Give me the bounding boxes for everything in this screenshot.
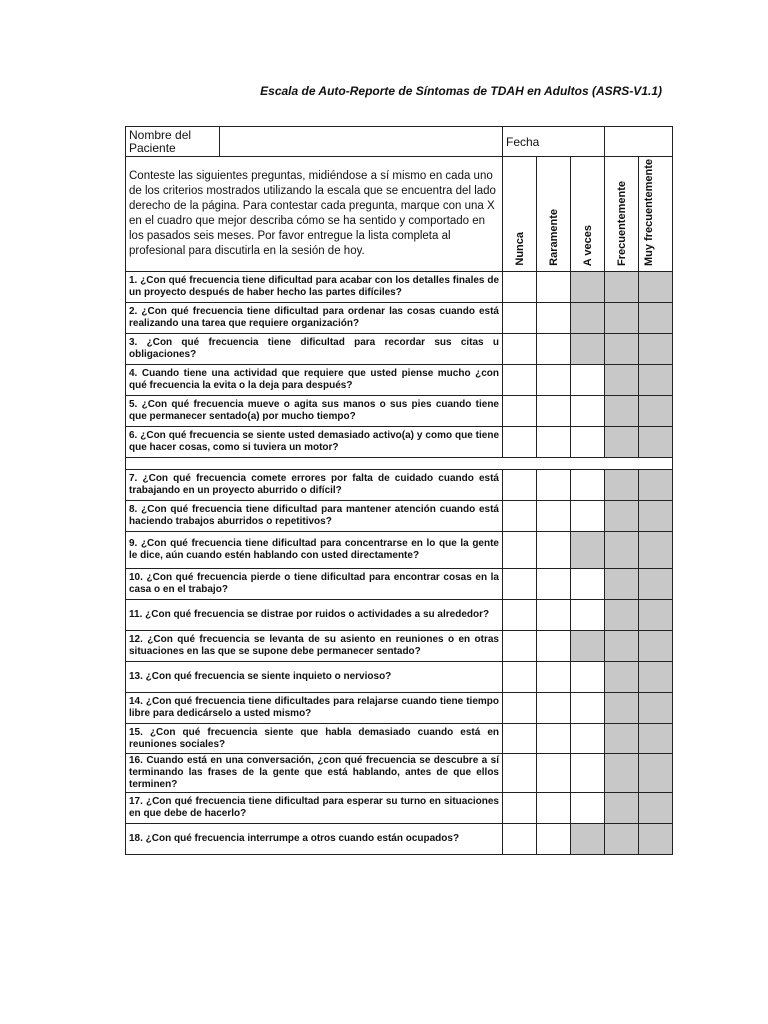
answer-cell[interactable]	[503, 272, 537, 303]
answer-cell[interactable]	[503, 693, 537, 724]
question-row	[126, 824, 673, 855]
answer-cell[interactable]	[639, 334, 673, 365]
answer-cell[interactable]	[605, 662, 639, 693]
patient-name-label: Nombre del Paciente	[126, 127, 220, 157]
answer-cell[interactable]	[571, 427, 605, 458]
answer-cell[interactable]	[503, 569, 537, 600]
question-row	[126, 272, 673, 303]
answer-cell[interactable]	[571, 272, 605, 303]
patient-name-field[interactable]	[220, 127, 503, 157]
answer-cell[interactable]	[537, 600, 571, 631]
instructions-text: Conteste las siguientes preguntas, midiéndose a sí mismo en cada uno de los criterios mostrados utilizando la escala que se encuentra del lado derecho de la página. Para contestar cada pregunta, marque con una X en el cuadro que mejor describa cómo se ha sentido y comportado en los pasados seis meses. Por favor entregue la lista completa al profesional para discutirla en la sesión de hoy.	[126, 157, 503, 272]
answer-cell[interactable]	[639, 824, 673, 855]
asrs-questionnaire-table	[125, 126, 673, 855]
question-text: 11. ¿Con qué frecuencia se distrae por ruidos o actividades a su alrededor?	[126, 600, 503, 631]
column-header-muy-frecuentemente	[639, 157, 673, 272]
date-label: Fecha	[503, 127, 605, 157]
answer-cell[interactable]	[537, 569, 571, 600]
date-field[interactable]	[605, 127, 673, 157]
question-text: 6. ¿Con qué frecuencia se siente usted demasiado activo(a) y como que tiene que hacer cosas, como si tuviera un motor?	[126, 427, 503, 458]
question-text: 3. ¿Con qué frecuencia tiene dificultad para recordar sus citas u obligaciones?	[126, 334, 503, 365]
answer-cell[interactable]	[639, 396, 673, 427]
question-text: 15. ¿Con qué frecuencia siente que habla demasiado cuando está en reuniones sociales?	[126, 724, 503, 754]
answer-cell[interactable]	[503, 724, 537, 754]
answer-cell[interactable]	[605, 724, 639, 754]
question-row	[126, 754, 673, 793]
answer-cell[interactable]	[571, 693, 605, 724]
question-row	[126, 532, 673, 569]
question-row	[126, 470, 673, 501]
column-header-a-veces	[571, 157, 605, 272]
question-row	[126, 365, 673, 396]
section-separator-row	[126, 458, 673, 470]
answer-cell[interactable]	[537, 724, 571, 754]
answer-cell[interactable]	[639, 427, 673, 458]
answer-cell[interactable]	[639, 470, 673, 501]
question-text: 14. ¿Con qué frecuencia tiene dificultades para relajarse cuando tiene tiempo libre para dedicárselo a usted mismo?	[126, 693, 503, 724]
answer-cell[interactable]	[537, 501, 571, 532]
question-row	[126, 396, 673, 427]
answer-cell[interactable]	[503, 365, 537, 396]
answer-cell[interactable]	[537, 334, 571, 365]
answer-cell[interactable]	[537, 427, 571, 458]
answer-cell[interactable]	[571, 334, 605, 365]
answer-cell[interactable]	[605, 693, 639, 724]
column-header-frecuentemente	[605, 157, 639, 272]
answer-cell[interactable]	[537, 631, 571, 662]
answer-cell[interactable]	[537, 662, 571, 693]
column-label: Raramente	[547, 209, 560, 266]
answer-cell[interactable]	[537, 272, 571, 303]
patient-header-row	[126, 127, 673, 157]
answer-cell[interactable]	[639, 754, 673, 793]
answer-cell[interactable]	[605, 396, 639, 427]
column-label: Nunca	[513, 232, 526, 266]
question-row	[126, 631, 673, 662]
answer-cell[interactable]	[571, 754, 605, 793]
answer-cell[interactable]	[605, 569, 639, 600]
answer-cell[interactable]	[537, 470, 571, 501]
answer-cell[interactable]	[537, 693, 571, 724]
answer-cell[interactable]	[503, 501, 537, 532]
column-label: Frecuentemente	[615, 181, 628, 266]
document-title: Escala de Auto-Reporte de Síntomas de TDAH en Adultos (ASRS-V1.1)	[260, 84, 662, 98]
answer-cell[interactable]	[571, 569, 605, 600]
answer-cell[interactable]	[571, 501, 605, 532]
answer-cell[interactable]	[503, 631, 537, 662]
answer-cell[interactable]	[571, 631, 605, 662]
answer-cell[interactable]	[639, 662, 673, 693]
answer-cell[interactable]	[503, 532, 537, 569]
answer-cell[interactable]	[571, 303, 605, 334]
column-header-nunca	[503, 157, 537, 272]
question-row	[126, 793, 673, 824]
answer-cell[interactable]	[537, 396, 571, 427]
question-text: 18. ¿Con qué frecuencia interrumpe a otros cuando están ocupados?	[126, 824, 503, 855]
answer-cell[interactable]	[503, 470, 537, 501]
answer-cell[interactable]	[503, 793, 537, 824]
question-text: 13. ¿Con qué frecuencia se siente inquieto o nervioso?	[126, 662, 503, 693]
answer-cell[interactable]	[605, 470, 639, 501]
question-text: 5. ¿Con qué frecuencia mueve o agita sus manos o sus pies cuando tiene que permanecer sentado(a) por mucho tiempo?	[126, 396, 503, 427]
question-row	[126, 724, 673, 754]
answer-cell[interactable]	[639, 600, 673, 631]
answer-cell[interactable]	[503, 396, 537, 427]
answer-cell[interactable]	[605, 272, 639, 303]
answer-cell[interactable]	[503, 662, 537, 693]
answer-cell[interactable]	[605, 427, 639, 458]
question-text: 17. ¿Con qué frecuencia tiene dificultad para esperar su turno en situaciones en que debe de hacerlo?	[126, 793, 503, 824]
question-text: 10. ¿Con qué frecuencia pierde o tiene dificultad para encontrar cosas en la casa o en el trabajo?	[126, 569, 503, 600]
answer-cell[interactable]	[571, 600, 605, 631]
answer-cell[interactable]	[605, 824, 639, 855]
answer-cell[interactable]	[605, 631, 639, 662]
question-row	[126, 501, 673, 532]
question-text: 16. Cuando está en una conversación, ¿con qué frecuencia se descubre a sí terminando las frases de la gente que está hablando, antes de que ellos terminen?	[126, 754, 503, 793]
question-text: 12. ¿Con qué frecuencia se levanta de su asiento en reuniones o en otras situaciones en las que se supone debe permanecer sentado?	[126, 631, 503, 662]
question-row	[126, 600, 673, 631]
answer-cell[interactable]	[571, 793, 605, 824]
answer-cell[interactable]	[503, 824, 537, 855]
answer-cell[interactable]	[571, 396, 605, 427]
answer-cell[interactable]	[571, 532, 605, 569]
answer-cell[interactable]	[571, 724, 605, 754]
question-row	[126, 334, 673, 365]
answer-cell[interactable]	[639, 693, 673, 724]
answer-cell[interactable]	[537, 303, 571, 334]
answer-cell[interactable]	[571, 824, 605, 855]
section-separator	[126, 458, 673, 470]
answer-cell[interactable]	[639, 569, 673, 600]
answer-cell[interactable]	[537, 793, 571, 824]
answer-cell[interactable]	[537, 532, 571, 569]
answer-cell[interactable]	[639, 631, 673, 662]
question-text: 4. Cuando tiene una actividad que requiere que usted piense mucho ¿con qué frecuencia la evita o la deja para después?	[126, 365, 503, 396]
question-text: 7. ¿Con qué frecuencia comete errores por falta de cuidado cuando está trabajando en un proyecto aburrido o difícil?	[126, 470, 503, 501]
question-row	[126, 662, 673, 693]
answer-cell[interactable]	[605, 334, 639, 365]
answer-cell[interactable]	[605, 754, 639, 793]
answer-cell[interactable]	[503, 427, 537, 458]
answer-cell[interactable]	[639, 501, 673, 532]
answer-cell[interactable]	[571, 365, 605, 396]
answer-cell[interactable]	[639, 272, 673, 303]
answer-cell[interactable]	[639, 724, 673, 754]
question-row	[126, 569, 673, 600]
answer-cell[interactable]	[639, 365, 673, 396]
answer-cell[interactable]	[639, 793, 673, 824]
question-text: 2. ¿Con qué frecuencia tiene dificultad para ordenar las cosas cuando está realizando una tarea que requiere organización?	[126, 303, 503, 334]
answer-cell[interactable]	[605, 365, 639, 396]
question-row	[126, 427, 673, 458]
column-header-raramente	[537, 157, 571, 272]
answer-cell[interactable]	[537, 365, 571, 396]
answer-cell[interactable]	[639, 303, 673, 334]
question-text: 9. ¿Con qué frecuencia tiene dificultad para concentrarse en lo que la gente le dice, aún cuando estén hablando con usted directamente?	[126, 532, 503, 569]
answer-cell[interactable]	[503, 303, 537, 334]
answer-cell[interactable]	[537, 824, 571, 855]
answer-cell[interactable]	[571, 662, 605, 693]
question-text: 8. ¿Con qué frecuencia tiene dificultad para mantener atención cuando está haciendo trabajos aburridos o repetitivos?	[126, 501, 503, 532]
answer-cell[interactable]	[605, 501, 639, 532]
answer-cell[interactable]	[605, 793, 639, 824]
answer-cell[interactable]	[503, 754, 537, 793]
answer-cell[interactable]	[605, 303, 639, 334]
answer-cell[interactable]	[639, 532, 673, 569]
answer-cell[interactable]	[503, 600, 537, 631]
answer-cell[interactable]	[537, 754, 571, 793]
question-text: 1. ¿Con qué frecuencia tiene dificultad para acabar con los detalles finales de un proyecto después de haber hecho las partes difíciles?	[126, 272, 503, 303]
column-label: Muy frecuentemente	[642, 159, 655, 266]
instructions-row	[126, 157, 673, 272]
answer-cell[interactable]	[503, 334, 537, 365]
question-row	[126, 303, 673, 334]
column-label: A veces	[581, 224, 594, 266]
answer-cell[interactable]	[605, 532, 639, 569]
answer-cell[interactable]	[605, 600, 639, 631]
question-row	[126, 693, 673, 724]
answer-cell[interactable]	[571, 470, 605, 501]
